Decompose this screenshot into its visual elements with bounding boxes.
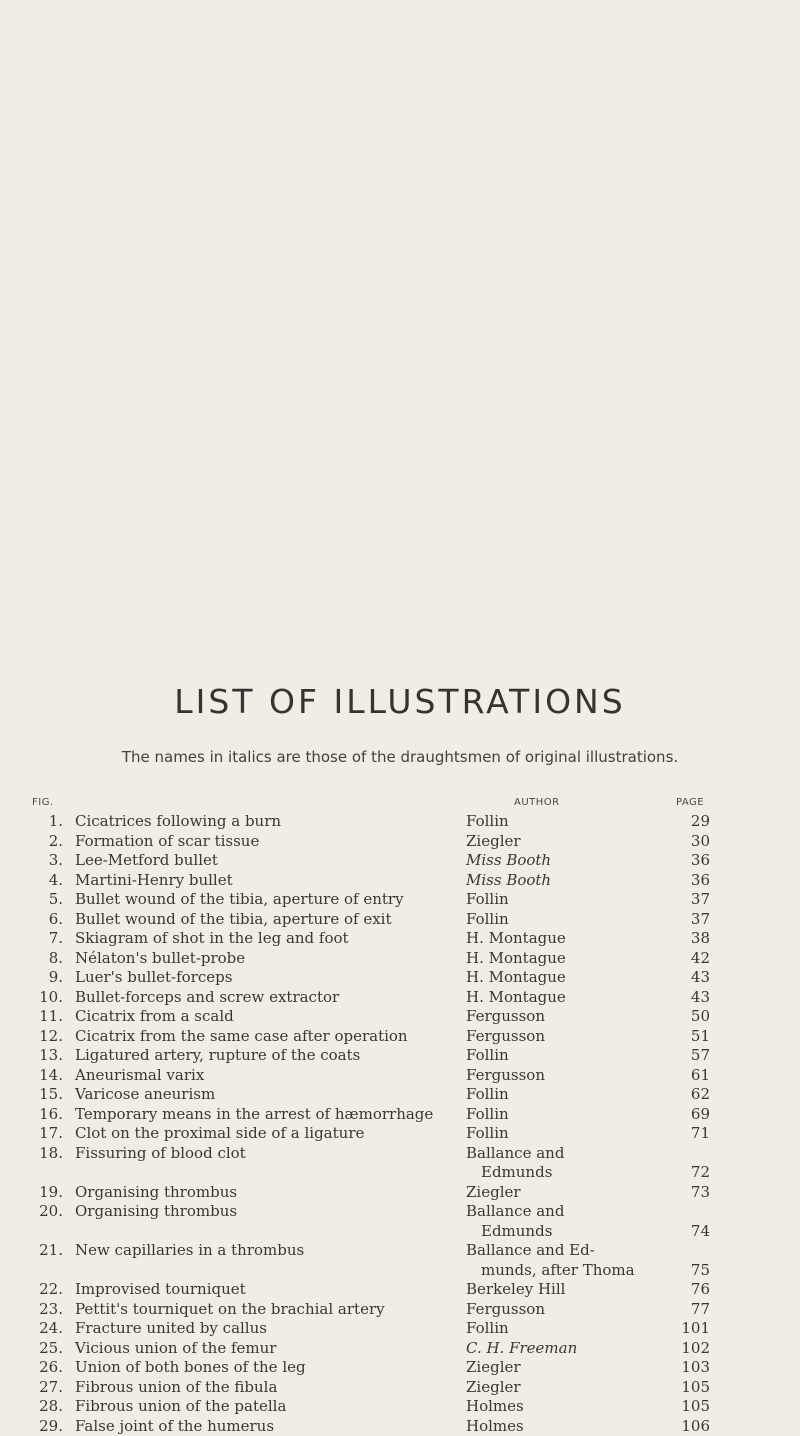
list-item — [0, 1144, 800, 1183]
list-item — [0, 1319, 800, 1339]
fig-number: 28. — [39, 1397, 63, 1417]
author-name — [466, 1124, 509, 1144]
list-item — [0, 832, 800, 852]
author-line-1: Holmes — [466, 1417, 524, 1435]
illustration-title: Pettit's tourniquet on the brachial artery — [75, 1300, 385, 1320]
page-number: 43 — [691, 988, 710, 1008]
author-line-1: Miss Booth — [466, 851, 551, 869]
fig-number: 26. — [39, 1358, 63, 1378]
fig-number: 12. — [39, 1027, 63, 1047]
author-line-1: H. Montague — [466, 968, 566, 986]
author-line-1: Ziegler — [466, 1183, 521, 1201]
illustration-title: New capillaries in a thrombus — [75, 1241, 304, 1261]
fig-number: 6. — [49, 910, 63, 930]
author-name — [466, 890, 509, 910]
list-item — [0, 1417, 800, 1436]
fig-number: 17. — [39, 1124, 63, 1144]
illustration-title: Vicious union of the femur — [75, 1339, 276, 1359]
author-line-1: Ballance and — [466, 1144, 564, 1162]
page-number: 36 — [691, 851, 710, 871]
list-item — [0, 1046, 800, 1066]
author-name — [466, 968, 566, 988]
author-line-1: Follin — [466, 910, 509, 928]
fig-number: 24. — [39, 1319, 63, 1339]
fig-number: 16. — [39, 1105, 63, 1125]
illustration-title: Temporary means in the arrest of hæmorrhage — [75, 1105, 433, 1125]
page-number: 51 — [691, 1027, 710, 1047]
author-name — [466, 1046, 509, 1066]
author-name — [466, 910, 509, 930]
page-number: 76 — [691, 1280, 710, 1300]
list-item — [0, 1105, 800, 1125]
page-number: 42 — [691, 949, 710, 969]
list-item — [0, 949, 800, 969]
author-line-1: H. Montague — [466, 949, 566, 967]
illustration-title: Ligatured artery, rupture of the coats — [75, 1046, 360, 1066]
page-number: 61 — [691, 1066, 710, 1086]
author-line-1: Ballance and — [466, 1202, 564, 1220]
illustration-title: Lee-Metford bullet — [75, 851, 218, 871]
illustration-title: Bullet wound of the tibia, aperture of entry — [75, 890, 404, 910]
author-name — [466, 1066, 545, 1086]
illustration-title: Fissuring of blood clot — [75, 1144, 246, 1164]
fig-number: 25. — [39, 1339, 63, 1359]
author-line-1: Miss Booth — [466, 871, 551, 889]
list-item — [0, 1085, 800, 1105]
illustration-title: Skiagram of shot in the leg and foot — [75, 929, 349, 949]
page-number: 57 — [691, 1046, 710, 1066]
fig-number: 3. — [49, 851, 63, 871]
fig-number: 11. — [39, 1007, 63, 1027]
illustration-title: Improvised tourniquet — [75, 1280, 246, 1300]
illustration-title: Clot on the proximal side of a ligature — [75, 1124, 364, 1144]
author-line-1: Follin — [466, 1085, 509, 1103]
fig-number: 8. — [49, 949, 63, 969]
fig-number: 19. — [39, 1183, 63, 1203]
author-name — [466, 851, 551, 871]
page-number: 62 — [691, 1085, 710, 1105]
page-number: 105 — [681, 1378, 710, 1398]
illustration-title: Aneurismal varix — [75, 1066, 204, 1086]
page-number: 50 — [691, 1007, 710, 1027]
author-name — [466, 1397, 524, 1417]
author-name — [466, 1105, 509, 1125]
author-line-1: Holmes — [466, 1397, 524, 1415]
author-line-1: H. Montague — [466, 929, 566, 947]
author-line-1: Follin — [466, 1319, 509, 1337]
page-number: 105 — [681, 1397, 710, 1417]
list-item — [0, 1183, 800, 1203]
author-name — [466, 1300, 545, 1320]
list-item — [0, 1397, 800, 1417]
fig-number: 2. — [49, 832, 63, 852]
author-name — [466, 1007, 545, 1027]
page-number: 37 — [691, 910, 710, 930]
page-number: 73 — [691, 1183, 710, 1203]
page-number: 36 — [691, 871, 710, 891]
page-number: 106 — [681, 1417, 710, 1436]
author-line-1: Ziegler — [466, 1378, 521, 1396]
illustration-title: Bullet-forceps and screw extractor — [75, 988, 339, 1008]
list-item — [0, 871, 800, 891]
author-line-1: C. H. Freeman — [466, 1339, 577, 1357]
page-number: 103 — [681, 1358, 710, 1378]
author-name — [466, 832, 521, 852]
page-number: 101 — [681, 1319, 710, 1339]
list-item — [0, 1202, 800, 1241]
page-number: 71 — [691, 1124, 710, 1144]
fig-number: 1. — [49, 812, 63, 832]
author-line-2: munds, after Thoma — [466, 1261, 635, 1281]
page-number: 72 — [691, 1163, 710, 1183]
list-item — [0, 1027, 800, 1047]
illustration-title: Bullet wound of the tibia, aperture of exit — [75, 910, 392, 930]
list-item — [0, 910, 800, 930]
fig-number: 18. — [39, 1144, 63, 1164]
fig-number: 22. — [39, 1280, 63, 1300]
fig-number: 27. — [39, 1378, 63, 1398]
fig-number: 23. — [39, 1300, 63, 1320]
author-line-1: Fergusson — [466, 1300, 545, 1318]
list-item — [0, 1124, 800, 1144]
fig-number: 21. — [39, 1241, 63, 1261]
fig-number: 5. — [49, 890, 63, 910]
illustration-title: Cicatrices following a burn — [75, 812, 281, 832]
author-name — [466, 1202, 564, 1241]
page-number: 77 — [691, 1300, 710, 1320]
author-line-1: Berkeley Hill — [466, 1280, 565, 1298]
author-name — [466, 1358, 521, 1378]
illustration-title: Fracture united by callus — [75, 1319, 267, 1339]
page-title: LIST OF ILLUSTRATIONS — [0, 682, 800, 721]
list-item — [0, 1241, 800, 1280]
illustration-title: Fibrous union of the fibula — [75, 1378, 277, 1398]
author-name — [466, 929, 566, 949]
fig-number: 9. — [49, 968, 63, 988]
list-item — [0, 988, 800, 1008]
author-name — [466, 871, 551, 891]
page-number: 74 — [691, 1222, 710, 1242]
illustration-list — [0, 812, 800, 1436]
author-line-2: Edmunds — [466, 1222, 564, 1242]
author-name — [466, 1183, 521, 1203]
subtitle-note: The names in italics are those of the draughtsmen of original illustrations. — [0, 748, 800, 766]
list-item — [0, 1280, 800, 1300]
author-name — [466, 1417, 524, 1436]
illustration-title: Fibrous union of the patella — [75, 1397, 286, 1417]
page-number: 43 — [691, 968, 710, 988]
list-item — [0, 1300, 800, 1320]
page-column-header: PAGE — [676, 797, 704, 808]
list-item — [0, 812, 800, 832]
page-number: 29 — [691, 812, 710, 832]
author-line-1: Follin — [466, 812, 509, 830]
author-column-header: AUTHOR — [514, 797, 560, 808]
list-item — [0, 1358, 800, 1378]
fig-number: 13. — [39, 1046, 63, 1066]
illustration-title: Formation of scar tissue — [75, 832, 259, 852]
list-item — [0, 1378, 800, 1398]
illustration-title: Varicose aneurism — [75, 1085, 215, 1105]
fig-number: 10. — [39, 988, 63, 1008]
page-number: 75 — [691, 1261, 710, 1281]
author-line-1: H. Montague — [466, 988, 566, 1006]
illustration-title: Organising thrombus — [75, 1202, 237, 1222]
list-item — [0, 1066, 800, 1086]
author-name — [466, 812, 509, 832]
author-line-1: Fergusson — [466, 1007, 545, 1025]
fig-column-header: FIG. — [32, 797, 54, 808]
fig-number: 14. — [39, 1066, 63, 1086]
page-number: 102 — [681, 1339, 710, 1359]
illustration-title: Nélaton's bullet-probe — [75, 949, 245, 969]
author-line-1: Fergusson — [466, 1066, 545, 1084]
author-name — [466, 1241, 635, 1280]
illustration-title: False joint of the humerus — [75, 1417, 274, 1436]
page-number: 69 — [691, 1105, 710, 1125]
page-number: 37 — [691, 890, 710, 910]
author-name — [466, 1319, 509, 1339]
author-line-1: Follin — [466, 890, 509, 908]
fig-number: 29. — [39, 1417, 63, 1436]
list-item — [0, 1007, 800, 1027]
author-line-2: Edmunds — [466, 1163, 564, 1183]
author-name — [466, 1085, 509, 1105]
author-name — [466, 988, 566, 1008]
author-line-1: Follin — [466, 1046, 509, 1064]
author-line-1: Fergusson — [466, 1027, 545, 1045]
author-line-1: Ballance and Ed- — [466, 1241, 595, 1259]
fig-number: 20. — [39, 1202, 63, 1222]
illustration-title: Organising thrombus — [75, 1183, 237, 1203]
author-line-1: Follin — [466, 1105, 509, 1123]
fig-number: 7. — [49, 929, 63, 949]
author-name — [466, 1027, 545, 1047]
page-number: 30 — [691, 832, 710, 852]
list-item — [0, 929, 800, 949]
fig-number: 4. — [49, 871, 63, 891]
illustration-title: Union of both bones of the leg — [75, 1358, 306, 1378]
illustration-title: Cicatrix from a scald — [75, 1007, 234, 1027]
author-name — [466, 1378, 521, 1398]
fig-number: 15. — [39, 1085, 63, 1105]
illustration-title: Cicatrix from the same case after operation — [75, 1027, 408, 1047]
author-line-1: Ziegler — [466, 832, 521, 850]
author-name — [466, 1280, 565, 1300]
list-item — [0, 968, 800, 988]
author-name — [466, 949, 566, 969]
author-name — [466, 1144, 564, 1183]
illustration-title: Martini-Henry bullet — [75, 871, 233, 891]
author-line-1: Ziegler — [466, 1358, 521, 1376]
author-line-1: Follin — [466, 1124, 509, 1142]
illustration-title: Luer's bullet-forceps — [75, 968, 232, 988]
list-item — [0, 890, 800, 910]
list-item — [0, 1339, 800, 1359]
page-number: 38 — [691, 929, 710, 949]
author-name — [466, 1339, 577, 1359]
list-item — [0, 851, 800, 871]
